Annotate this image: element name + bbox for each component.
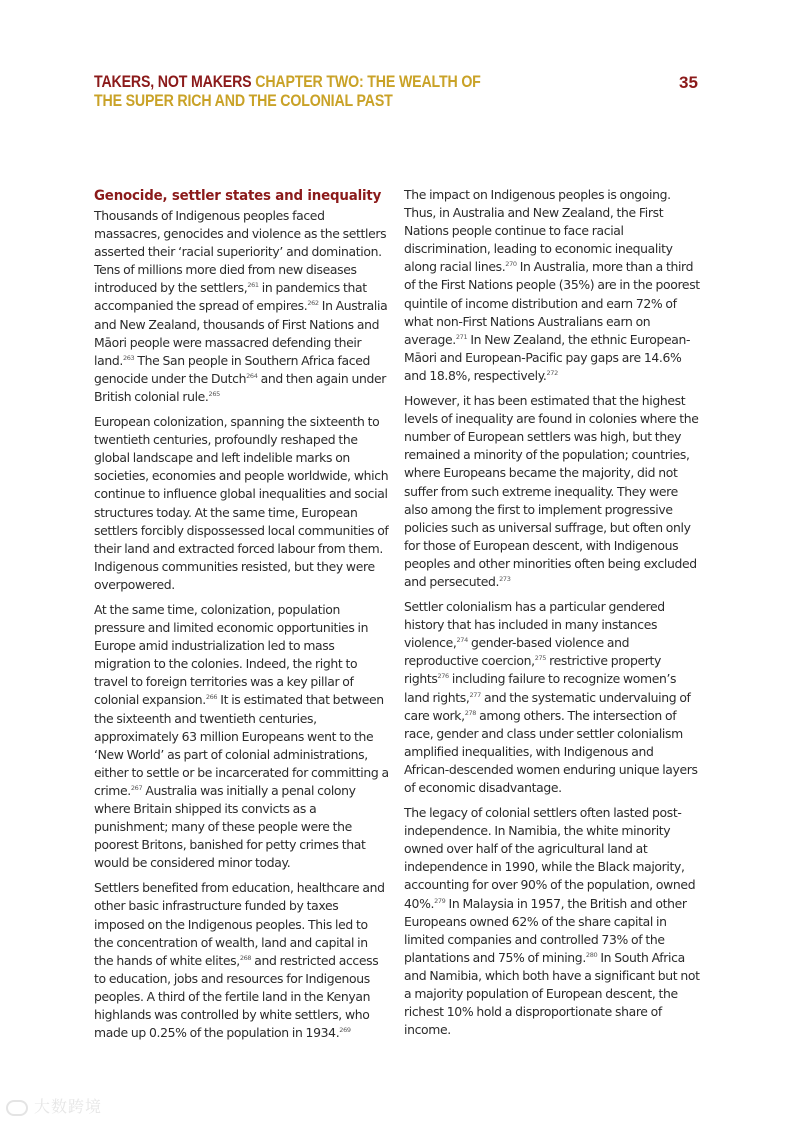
footnote-ref[interactable]: 275 (534, 654, 547, 663)
paragraph: European colonization, spanning the sixteenth to twentieth centuries, profoundly reshaped the global landscape and left indelible marks on societies, economies and people worldwide, which continue to influence global inequalities and social structures today. At the same time, European settlers forcibly dispossessed local communities of their land and extracted forced labour from them. Indigenous communities resisted, but they were overpowered. (94, 414, 389, 592)
report-title: TAKERS, NOT MAKERS (94, 73, 252, 91)
footnote-ref[interactable]: 277 (469, 690, 481, 699)
paragraph: Settler colonialism has a particular gendered history that has included in many instances violence,$^{274}$ gender-based violence and reproductive coercion,$^{275}$ restrictive property rights$^{276}$ including failure to recognize women’s land rights,$^{277}$ and the systematic undervaluing of care work,$^{278}$ among others. The intersection of race, gender and class under settler colonialism amplified inequalities, with Indigenous and African-descended women enduring unique layers of economic disadvantage. (404, 599, 698, 795)
chapter-title: CHAPTER TWO: THE WEALTH OF THE SUPER RICH AND THE COLONIAL PAST (94, 73, 481, 110)
footnote-ref[interactable]: 278 (464, 708, 477, 717)
footnote-ref[interactable]: 272 (546, 368, 558, 377)
paragraph: At the same time, colonization, population pressure and limited economic opportunities in Europe amid industrialization led to mass migration to the colonies. Indeed, the right to travel to foreign territories was a key pillar of colonial expansion.$^{266}$ It is estimated that between the sixteenth and twentieth centuries, approximately 63 million Europeans went to the ‘New World’ as part of colonial administrations, either to settle or be incarcerated for committing a crime.$^{267}$ Australia was initially a penal colony where Britain shipped its convicts as a punishment; many of these people were the poorest Britons, banished for petty crimes that would be considered minor today. (94, 601, 389, 871)
footnote-ref[interactable]: 265 (208, 389, 220, 398)
footnote-ref[interactable]: 270 (505, 260, 517, 269)
footnote-ref[interactable]: 262 (307, 299, 319, 308)
watermark (6, 1094, 102, 1117)
footnote-ref[interactable]: 271 (455, 332, 468, 341)
footnote-ref[interactable]: 280 (585, 950, 598, 959)
footnote-ref[interactable]: 273 (499, 574, 511, 583)
watermark-logo-icon (6, 1100, 28, 1116)
footnote-ref[interactable]: 269 (339, 1026, 351, 1035)
paragraph: The legacy of colonial settlers often lasted post-independence. In Namibia, the white minority owned over half of the agricultural land at independence in 1990, while the Black majority, accounting for over 90% of the population, owned 40%.$^{279}$ In Malaysia in 1957, the British and other Europeans owned 62% of the share capital in limited companies and controlled 73% of the plantations and 75% of mining.$^{280}$ In South Africa and Namibia, which both have a significant but not a majority population of European descent, the richest 10% hold a disproportionate share of income. (404, 805, 700, 1038)
footnote-ref[interactable]: 267 (130, 783, 143, 792)
paragraph: Thousands of Indigenous peoples faced massacres, genocides and violence as the settlers asserted their ‘racial superiority’ and domination. Tens of millions more died from new diseases introduced by the settlers,$^{261}$ in pandemics that accompanied the spread of empires.$^{262}$ In Australia and New Zealand, thousands of First Nations and Māori people were massacred defending their land.$^{263}$ The San people in Southern Africa faced genocide under the Dutch$^{264}$ and then again under British colonial rule.$^{265}$ (94, 208, 388, 404)
paragraph: Settlers benefited from education, healthcare and other basic infrastructure funded by taxes imposed on the Indigenous peoples. This led to the concentration of wealth, land and capital in the hands of white elites,$^{268}$ and restricted access to education, jobs and resources for Indigenous peoples. A third of the fertile land in the Kenyan highlands was controlled by white settlers, who made up 0.25% of the population in 1934.$^{269}$ (94, 880, 385, 1041)
footnote-ref[interactable]: 268 (239, 953, 252, 962)
watermark-text: 大数跨境 (34, 1097, 103, 1116)
footnote-ref[interactable]: 279 (434, 896, 446, 905)
footnote-ref[interactable]: 276 (437, 672, 449, 681)
running-header (94, 73, 498, 111)
footnote-ref[interactable]: 264 (246, 371, 258, 380)
paragraph: The impact on Indigenous peoples is ongoing. Thus, in Australia and New Zealand, the First Nations people continue to face racial discrimination, leading to economic inequality along racial lines.$^{270}$ In Australia, more than a third of the First Nations people (35%) are in the poorest quintile of income distribution and earn 72% of what non-First Nations Australians earn on average.$^{271}$ In New Zealand, the ethnic European- Māori and European-Pacific pay gaps are 14.6% and 18.8%, respectively.$^{272}$ (404, 187, 700, 383)
left-column (94, 186, 390, 1049)
page-number: 35 (679, 73, 698, 92)
paragraph: However, it has been estimated that the highest levels of inequality are found in colonies where the number of European settlers was high, but they remained a minority of the population; countries, where Europeans became the majority, did not suffer from such extreme inequality. They were also among the first to implement progressive policies such as universal suffrage, but often only for those of European descent, with Indigenous peoples and other minorities often being excluded and persecuted.$^{273}$ (404, 393, 699, 589)
footnote-ref[interactable]: 274 (456, 636, 468, 645)
section-title: Genocide, settler states and inequality (94, 188, 382, 204)
footnote-ref[interactable]: 266 (205, 693, 218, 702)
right-column (404, 186, 700, 1046)
footnote-ref[interactable]: 261 (247, 281, 259, 290)
footnote-ref[interactable]: 263 (122, 353, 135, 362)
